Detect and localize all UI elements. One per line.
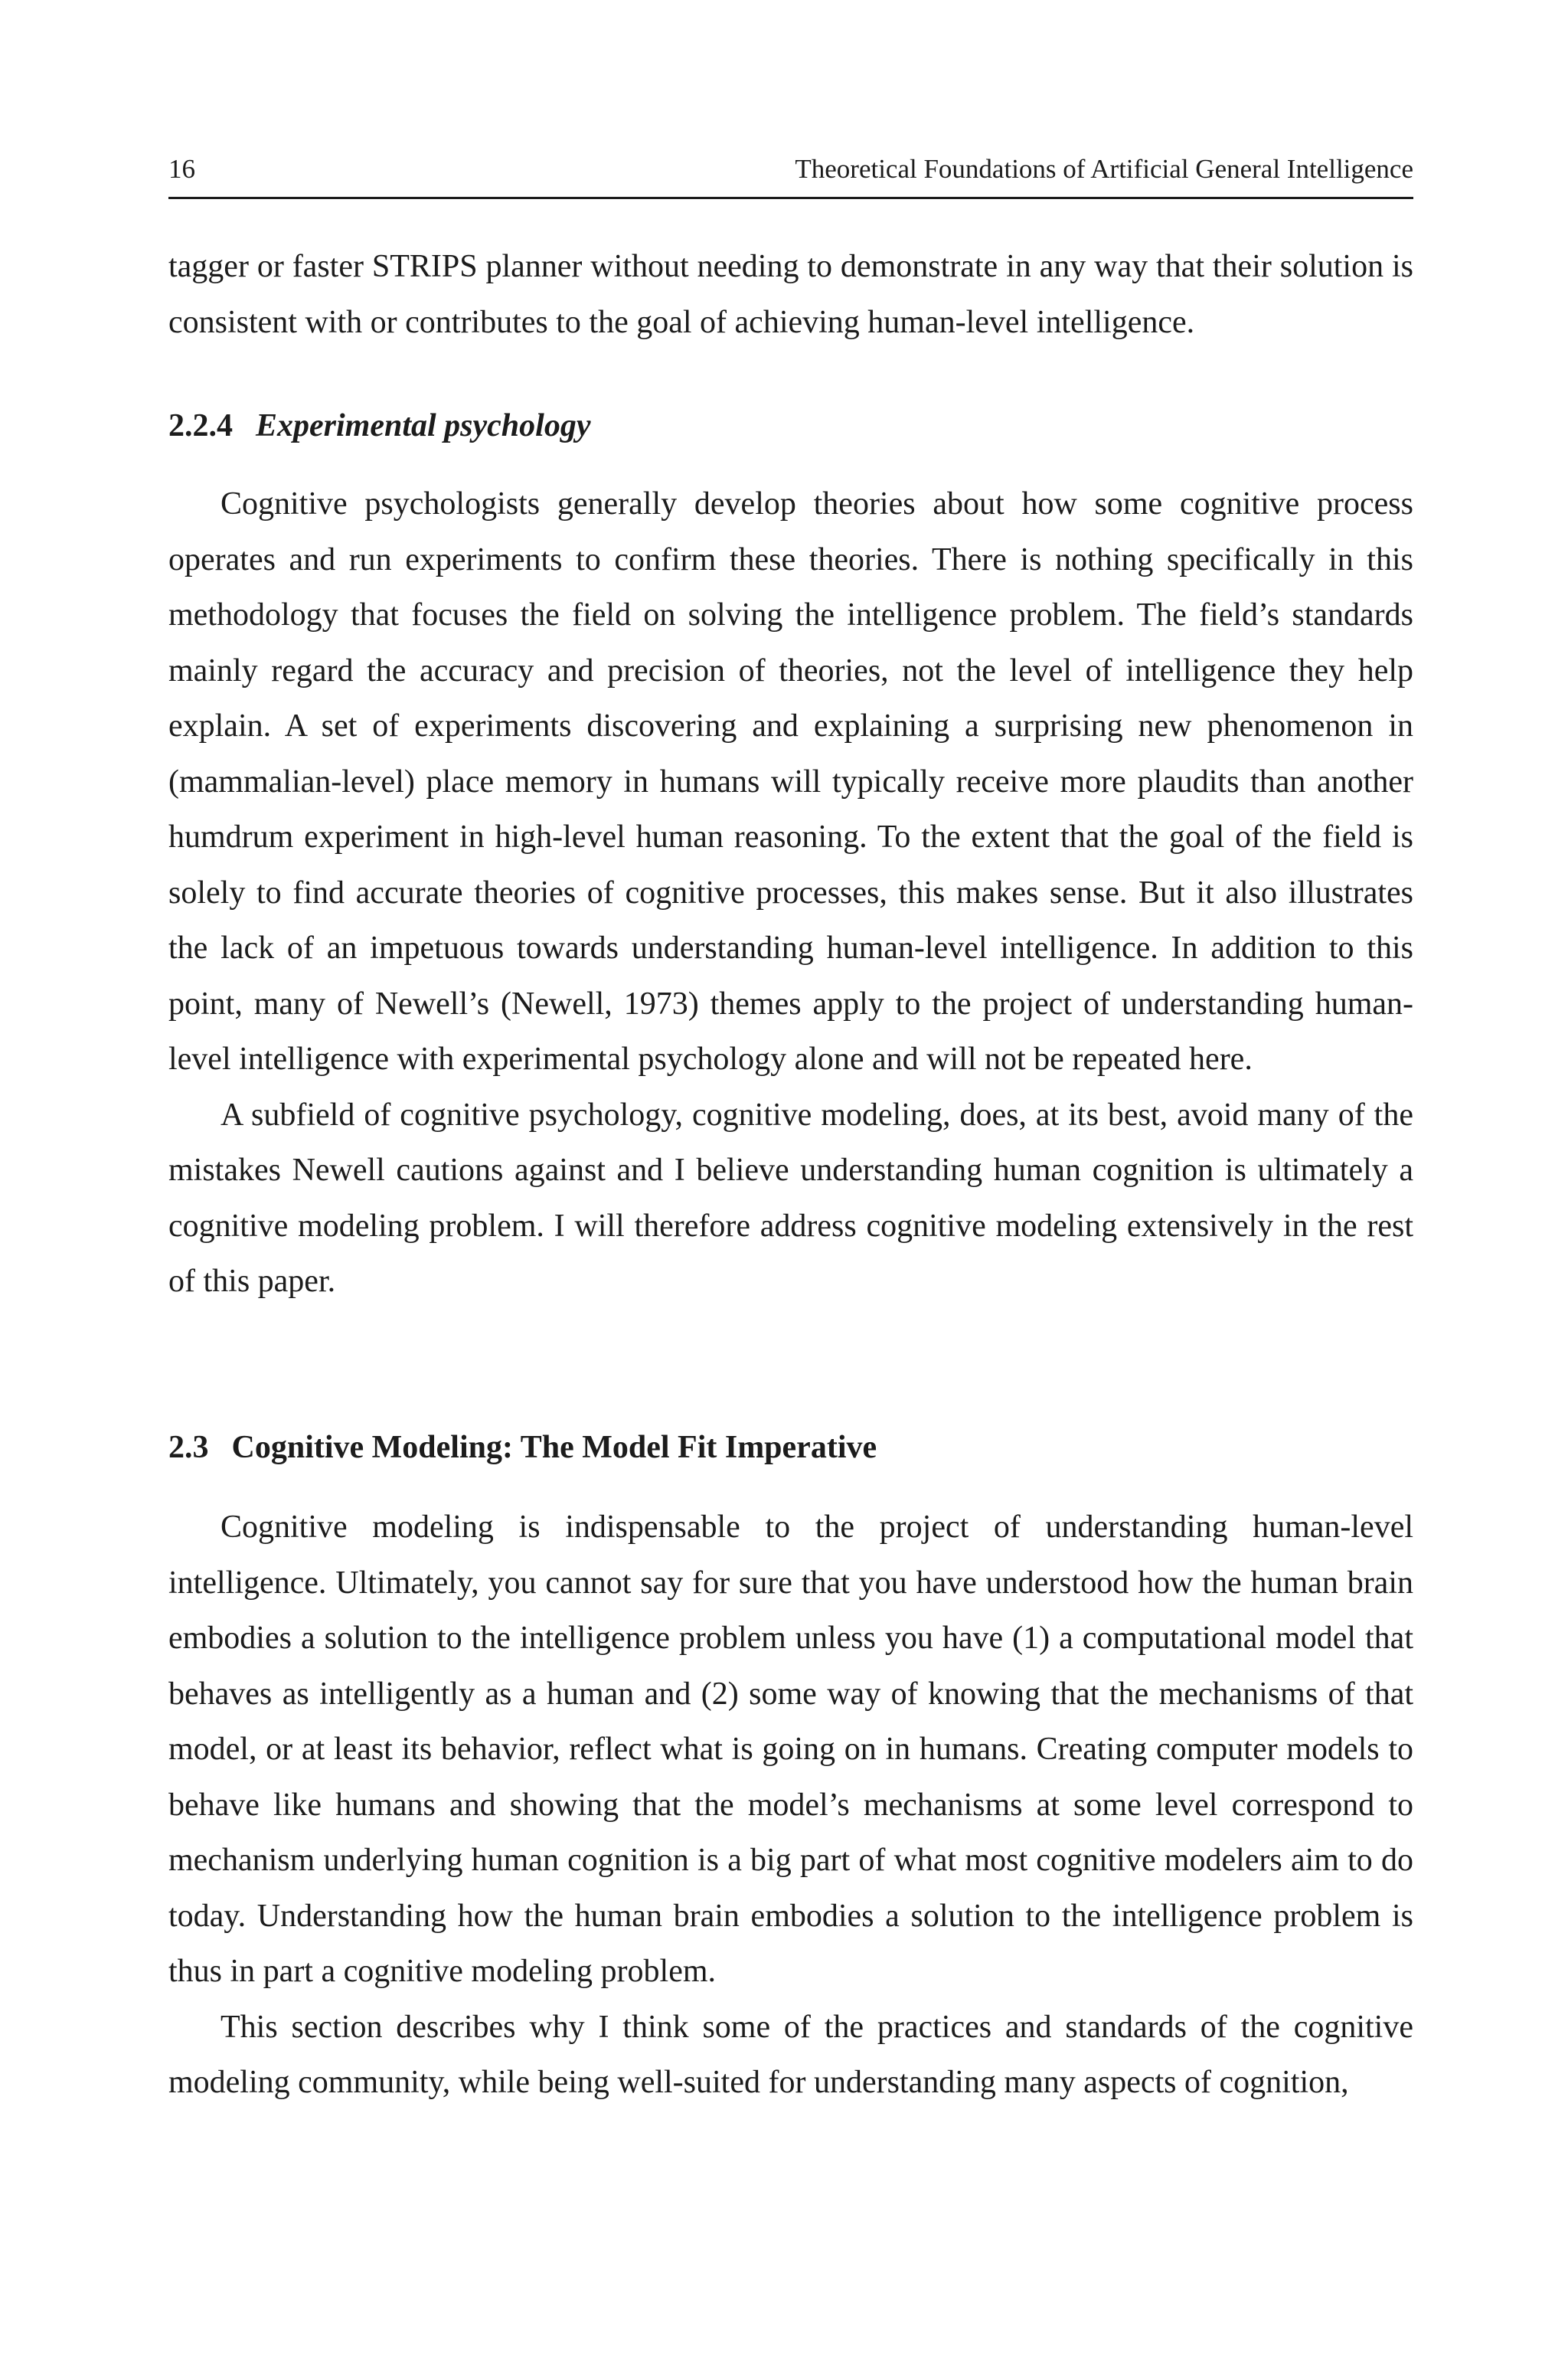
intro-block [168, 239, 1413, 350]
page-number: 16 [168, 154, 195, 184]
section-title: Cognitive Modeling: The Model Fit Imperative [231, 1430, 877, 1465]
section-number: 2.3 [168, 1430, 209, 1465]
paragraph: Cognitive modeling is indispensable to the project of understanding human-level intelligence. Ultimately, you cannot say for sure that you have understood how the human brain embodies a solution to the intelligence problem unless you have (1) a computational model that behaves as intelligently as a human and (2) some way of knowing that the mechanisms of that model, or at least its behavior, reflect what is going on in humans. Creating computer models to behave like humans and showing that the model’s mechanisms at some level correspond to mechanism underlying human cognition is a big part of what most cognitive modelers aim to do today. Understanding how the human brain embodies a solution to the intelligence problem is thus in part a cognitive modeling problem. [168, 1510, 1413, 1989]
book-title: Theoretical Foundations of Artificial General Intelligence [795, 154, 1413, 184]
paragraph: This section describes why I think some of the practices and standards of the cognitive modeling community, while being well-suited for understanding many aspects of cognition, [168, 2009, 1413, 2100]
subsection-title: Experimental psychology [256, 408, 591, 443]
section-heading [168, 1420, 877, 1475]
paragraph: A subfield of cognitive psychology, cognitive modeling, does, at its best, avoid many of the mistakes Newell cautions against and I believe understanding human cognition is ultimately a cognitive modeling problem. I will therefore address cognitive modeling extensively in the rest of this paper. [168, 1097, 1413, 1299]
intro-paragraph: tagger or faster STRIPS planner without needing to demonstrate in any way that their solution is consistent with or contributes to the goal of achieving human-level intelligence. [168, 249, 1413, 340]
subsection-number: 2.2.4 [168, 408, 233, 443]
subsection-heading [168, 398, 590, 453]
running-head [168, 150, 1413, 188]
experimental-psychology-block [168, 476, 1413, 1310]
paragraph: Cognitive psychologists generally develop theories about how some cognitive process operates and run experiments to confirm these theories. There is nothing specifically in this methodology that focuses the field on solving the intelligence problem. The field’s standards mainly regard the accuracy and precision of theories, not the level of intelligence they help explain. A set of experiments discovering and explaining a surprising new phenomenon in (mammalian-level) place memory in humans will typically receive more plaudits than another humdrum experiment in high-level human reasoning. To the extent that the goal of the field is solely to find accurate theories of cognitive processes, this makes sense. But it also illustrates the lack of an impetuous towards understanding human-level intelligence. In addition to this point, many of Newell’s (Newell, 1973) themes apply to the project of understanding human-level intelligence with experimental psychology alone and will not be repeated here. [168, 486, 1413, 1077]
header-rule [168, 197, 1413, 199]
cognitive-modeling-block [168, 1500, 1413, 2111]
